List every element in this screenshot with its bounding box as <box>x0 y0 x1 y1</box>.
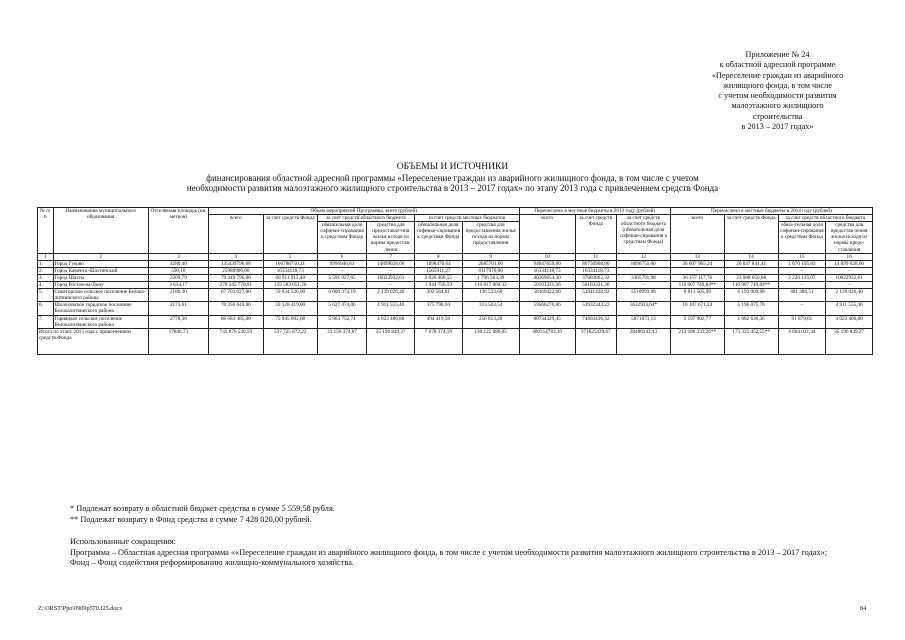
table-cell: 5. <box>38 289 54 302</box>
col-header-name: Наименование муниципального образования <box>53 208 148 254</box>
table-cell: 60 911 912,40 <box>263 274 317 281</box>
table-cell: 1 796 563,39 <box>462 274 519 281</box>
col-header-2014-cofin: обяза-тельная доля софинан-сирования к средствам Фонда <box>778 222 826 253</box>
funding-table <box>37 207 873 355</box>
abbreviation-fund: Фонд – Фонд содействия реформированию жилищно-коммунального хозяйства. <box>70 558 354 568</box>
appendix-line: с учетом необходимости развития <box>718 91 837 101</box>
table-cell: 58360422,60 <box>519 289 575 302</box>
table-cell: – <box>724 267 778 274</box>
col-header-2013-reg: за счет средств областного бюджета (обязательная доля софинан-сирования к средствам Фонда) <box>617 215 671 254</box>
col-header-loc-extra: средства для предоставления жилья исходя из нормы предоставления <box>462 222 519 253</box>
table-cell: 80734329,45 <box>519 315 575 328</box>
table-cell: 2685701,00 <box>462 260 519 267</box>
col-number: 14 <box>724 253 778 260</box>
total-cell: 400314783,10 <box>519 328 575 354</box>
col-number: 13 <box>670 253 724 260</box>
table-cell: – <box>826 267 873 274</box>
col-header-total: всего <box>208 215 263 254</box>
table-cell: 8117976,00 <box>462 267 519 274</box>
table-cell: 3365791,98 <box>617 274 671 281</box>
table-cell: 94847659,80 <box>519 260 575 267</box>
col-header-reg-extra: средства для предоставле-ния жилья исходя из нормы предостав-ления <box>367 222 415 253</box>
municipality-name: Город Шахты <box>53 274 148 281</box>
col-header-2013-fund: за счет средств Фонда <box>575 215 616 254</box>
table-cell: 2. <box>38 267 54 274</box>
table-cell: 106788750,21 <box>263 260 317 267</box>
table-cell: 8 813 505,99 <box>670 289 724 302</box>
col-header-volume: Объем мероприятий Программы, всего (рублей) <box>208 208 519 215</box>
col-number: 10 <box>519 253 575 260</box>
table-cell: 14 099 028,00 <box>826 260 873 267</box>
title-line: финансирования областной адресной программы «Переселение граждан из аварийного жилищного фонда, в том числе с учетом <box>206 172 699 183</box>
appendix-line: Приложение № 24 <box>745 50 810 59</box>
table-cell: 5518993,68 <box>617 289 671 302</box>
footnote: ** Подлежат возврату в Фонд средства в сумме 7 428 020,00 рублей. <box>70 514 312 524</box>
table-cell: 36 007 965,24 <box>670 260 724 267</box>
col-number: 2 <box>53 253 148 260</box>
table-cell: 2778,36 <box>148 315 208 328</box>
column-number-row <box>38 253 873 260</box>
appendix-line: малоэтажного жилищного <box>731 101 824 111</box>
table-cell: 1 944 756,59 <box>415 282 463 289</box>
col-header-2013: Перечислено в местные бюджеты в 2013 году (рублей) <box>519 208 670 215</box>
col-header-2014-total: всего <box>670 215 724 254</box>
table-cell: 86 683 485,00 <box>208 315 263 328</box>
table-cell: 2180,30 <box>148 289 208 302</box>
total-cell: 743 876 530,59 <box>208 328 263 354</box>
col-header-fund: за счет средств Фонда <box>263 215 317 254</box>
table-cell: 159 583 051,20 <box>263 282 317 289</box>
table-row <box>38 315 873 328</box>
footnotes <box>70 504 870 525</box>
appendix-line: жилищного фонда, в том числе <box>723 80 832 90</box>
table-cell: 23 908 050,08 <box>724 274 778 281</box>
table-cell: 53932343,22 <box>575 302 616 315</box>
table-cell: 494 419,58 <box>415 315 463 328</box>
table-cell: 7. <box>38 315 54 328</box>
table-cell: 25980906,00 <box>208 267 263 274</box>
table-cell: – <box>778 302 826 315</box>
table-cell: 74803436,32 <box>575 315 616 328</box>
table-cell: 5871873,13 <box>617 315 671 328</box>
col-header-2014-reg: за счет средств областного бюджета <box>778 215 872 222</box>
col-number: 8 <box>415 253 463 260</box>
table-cell: 59 128 419,00 <box>263 302 317 315</box>
table-body <box>38 260 873 328</box>
table-cell: 1 870 195,83 <box>778 260 826 267</box>
table-cell: – <box>670 267 724 274</box>
table-cell: 10022932,61 <box>826 274 873 281</box>
col-number: 15 <box>778 253 826 260</box>
table-cell: 116 907 749,84** <box>670 282 724 289</box>
table-cell: 278 345 770,91 <box>208 282 263 289</box>
table-row <box>38 282 873 289</box>
table-cell: 59566276,86 <box>519 302 575 315</box>
table-row <box>38 260 873 267</box>
appendix-line: «Переселение граждан из аварийного <box>711 70 844 80</box>
col-header-2014-fund: за счет средств Фонда <box>724 215 778 254</box>
table-cell: 116 907 749,84** <box>724 282 778 289</box>
table-cell: 10 107 671,24 <box>670 302 724 315</box>
col-number: 1 <box>38 253 54 260</box>
total-cell: 33 150 374,87 <box>317 328 367 354</box>
table-row <box>38 274 873 281</box>
table-cell: 4. <box>38 282 54 289</box>
table-cell: 313 503,54 <box>462 302 519 315</box>
table-cell: 5 196 075,78 <box>724 302 778 315</box>
table-cell: 67 703 027,00 <box>208 289 263 302</box>
table-cell: – <box>778 267 826 274</box>
total-cell: 35 196 849,27 <box>826 328 873 354</box>
col-number: 5 <box>263 253 317 260</box>
table-cell: 2 226 135,07 <box>778 274 826 281</box>
col-header-regional: за счет средств областного бюджета <box>317 215 414 222</box>
col-header-local: за счет средств местных бюджетов <box>415 215 520 222</box>
total-cell: 35 196 849,27 <box>367 328 415 354</box>
table-cell: 4280,40 <box>148 260 208 267</box>
table-cell: 6 000 374,19 <box>317 289 367 302</box>
abbreviation-program: Программа – Областная адресная программа ««Переселение граждан из аварийного жилищного фонда, в том числе с учетом необходимости развития малоэтажного жилищного строительства в 2013 – 2017 годах»; <box>70 547 828 557</box>
appendix-line: строительства <box>752 111 803 121</box>
table-cell: 5 197 902,77 <box>670 315 724 328</box>
table-cell: 91 879,61 <box>778 315 826 328</box>
table-cell: 86750908,80 <box>575 260 616 267</box>
municipality-name: Город Каменск-Шахтинский <box>53 267 148 274</box>
table-cell: 79 349 796,00 <box>208 274 263 281</box>
table-cell: 5 591 927,05 <box>317 274 367 281</box>
table-cell: 392 564,81 <box>415 289 463 302</box>
appendix-header <box>660 50 895 132</box>
col-number: 3 <box>148 253 208 260</box>
total-cell: 173 325 452,55** <box>724 328 778 354</box>
col-header-area: Отселяемая площадь (кв. метров) <box>148 208 208 254</box>
page-number: 84 <box>860 605 867 612</box>
table-cell: – <box>317 267 367 274</box>
table-cell: 59 034 526,00 <box>263 289 317 302</box>
total-cell: 130 125 080,05 <box>462 328 519 354</box>
table-cell: 2173,61 <box>148 302 208 315</box>
table-cell: 4 911 555,46 <box>826 302 873 315</box>
table-cell: 2 139 026,40 <box>826 289 873 302</box>
table-cell: 256 813,20 <box>462 315 519 328</box>
table-cell: 590,10 <box>148 267 208 274</box>
col-number: 11 <box>575 253 616 260</box>
col-number: 6 <box>317 253 367 260</box>
total-cell: 537 725 872,22 <box>263 328 317 354</box>
table-cell: 116 817 969,32 <box>462 282 519 289</box>
table-cell: 4 023 406,80 <box>826 315 873 328</box>
table-cell: 40369654,30 <box>519 274 575 281</box>
table-cell: – <box>778 282 826 289</box>
table-cell: 2209,79 <box>148 274 208 281</box>
file-path: Z:\ORST\Ppo\0909p570.f25.docx <box>38 605 123 612</box>
total-row <box>38 328 873 354</box>
col-header-reg-cofin: обязательная доля софинан-сирования к средствам Фонда <box>317 222 367 253</box>
col-header-loc-cofin: обязательная доля софинан-сирования к средствам Фонда <box>415 222 463 253</box>
table-cell: 9996946,83 <box>317 260 367 267</box>
municipality-name: Горняцкое сельское поселение Белокалитвинского района <box>53 315 148 328</box>
table-cell: 5 627 374,06 <box>317 302 367 315</box>
appendix-line: к областной адресной программе <box>719 60 836 70</box>
abbreviations-heading: Использованные сокращения: <box>70 537 176 546</box>
table-cell: – <box>826 282 873 289</box>
col-header-num: № п/п <box>38 208 54 254</box>
table-cell: 20 037 841,41 <box>724 260 778 267</box>
col-header-2014: Перечислено в местные бюджеты в 2014 году (рублей) <box>670 208 872 215</box>
municipality-name: Шолоховское городское поселение Белокалитвинского района <box>53 302 148 315</box>
col-number: 4 <box>208 253 263 260</box>
table-cell: 16334118,73 <box>519 267 575 274</box>
footnote: * Подлежат возврату в областной бюджет средства в сумме 5 559,58 рубля. <box>70 504 335 513</box>
municipality-name: Город Ростов-на-Дону <box>53 282 148 289</box>
table-cell: 6 193 009,08 <box>724 289 778 302</box>
table-cell: 136 533,60 <box>462 289 519 302</box>
table-cell: 14899028,00 <box>367 260 415 267</box>
table-cell: 1. <box>38 260 54 267</box>
header-row <box>38 208 873 215</box>
col-header-2014-extra: средства для предостав-ления жилья исходя из нормы предо-ставления <box>826 222 873 253</box>
title-line: необходимости развития малоэтажного жилищного строительства в 2013 – 2017 годах» по этапу 2013 года с привлечением средств Фонда <box>186 183 719 193</box>
total-cell: 213 186 333,26** <box>670 328 724 354</box>
table-cell: 375 790,94 <box>415 302 463 315</box>
table-cell: 481 380,51 <box>778 289 826 302</box>
table-cell: – <box>317 282 367 289</box>
total-cell: 4 664 031,44 <box>778 328 826 354</box>
table-cell: 3 026 460,55 <box>415 274 463 281</box>
total-label: Итого по этапу 2013 года с привлечением средств Фонда <box>38 328 149 354</box>
total-cell: 7 678 374,18 <box>415 328 463 354</box>
table-cell: 2 139 026,40 <box>367 289 415 302</box>
table-cell: 75 945 092,68 <box>263 315 317 328</box>
table-cell: 16334118,73 <box>575 267 616 274</box>
table-cell: 4 911 555,46 <box>367 302 415 315</box>
municipality-name: Город Гуково <box>53 260 148 267</box>
col-number: 9 <box>462 253 519 260</box>
table-cell: 50103321,36 <box>575 282 616 289</box>
table-cell: 3 634,17 <box>148 282 208 289</box>
document-title <box>0 162 905 194</box>
abbreviations <box>57 537 874 569</box>
table-cell: 70 356 643,00 <box>208 302 263 315</box>
table-cell: 8096751,00 <box>617 260 671 267</box>
table-cell: 5632933,64* <box>617 302 671 315</box>
table-row <box>38 289 873 302</box>
table-cell: 10022932,61 <box>367 274 415 281</box>
table-cell: 1898470,64 <box>415 260 463 267</box>
table-cell: 5 963 752,74 <box>317 315 367 328</box>
table-row <box>38 302 873 315</box>
table-cell: 36 157 117,76 <box>670 274 724 281</box>
col-number: 7 <box>367 253 415 260</box>
col-header-2013-total: всего <box>519 215 575 254</box>
total-cell: 17846,73 <box>148 328 208 354</box>
table-cell: 37003862,32 <box>575 274 616 281</box>
table-cell: – <box>367 282 415 289</box>
table-cell: 1565911,27 <box>415 267 463 274</box>
col-number: 16 <box>826 253 873 260</box>
table-cell: 1 082 636,36 <box>724 315 778 328</box>
table-cell: – <box>617 282 671 289</box>
table-cell: 52841428,92 <box>575 289 616 302</box>
total-cell: 371825439,67 <box>575 328 616 354</box>
table-cell: 6. <box>38 302 54 315</box>
table-cell: – <box>367 267 415 274</box>
municipality-name: Синегорское сельское поселение Белока-литвинского района <box>53 289 148 302</box>
table-cell: 50103321,36 <box>519 282 575 289</box>
table-cell: – <box>617 267 671 274</box>
table-cell: 4 023 406,80 <box>367 315 415 328</box>
table-row <box>38 267 873 274</box>
table-cell: 3. <box>38 274 54 281</box>
table-cell: 135439796,68 <box>208 260 263 267</box>
total-cell: 28486343,43 <box>617 328 671 354</box>
table-cell: 16334118,73 <box>263 267 317 274</box>
appendix-line: в 2013 – 2017 годах» <box>741 122 814 132</box>
title-heading: ОБЪЕМЫ И ИСТОЧНИКИ <box>396 162 509 172</box>
col-number: 12 <box>617 253 671 260</box>
